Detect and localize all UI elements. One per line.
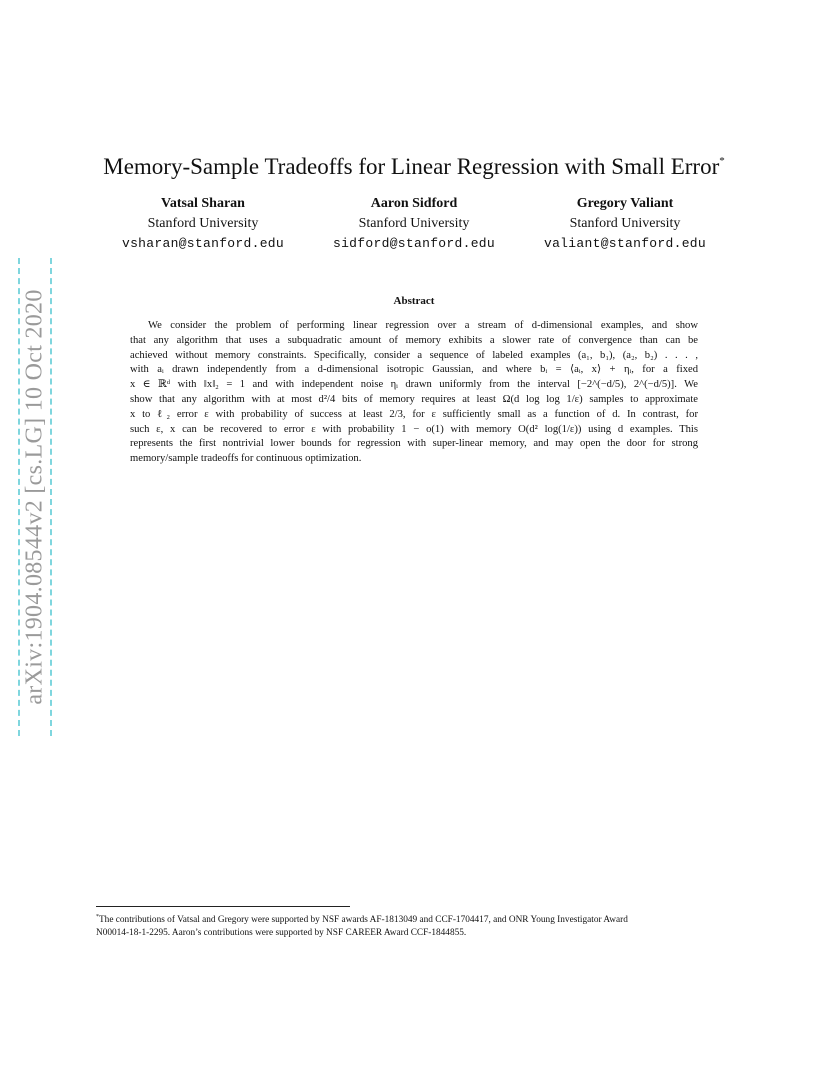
abstract-line: memory/sample tradeoffs for continuous optimization.	[130, 453, 362, 465]
paper-title	[60, 146, 768, 182]
footnote-text: The contributions of Vatsal and Gregory were supported by NSF awards AF-1813049 and CCF-1704417, and ONR Young Investigator Award	[99, 915, 628, 925]
abstract-line: We consider the problem of performing linear regression over a stream of d-dimensional examples, and show	[148, 320, 698, 331]
abstract-line: with aᵢ drawn independently from a d-dimensional isotropic Gaussian, and where bᵢ = ⟨aᵢ, x⟩ + ηᵢ, for a fixed	[130, 364, 698, 376]
abstract-line: represents the first nontrivial lower bounds for regression with super-linear memory, and may open the door for strong	[130, 438, 698, 450]
arxiv-stamp	[18, 258, 52, 736]
paper-title-text: Memory-Sample Tradeoffs for Linear Regression with Small Error	[103, 154, 720, 179]
abstract-line: show that any algorithm with at most d²/4 bits of memory requires at least Ω(d log log 1/ε) samples to approximate	[130, 393, 698, 405]
author-affiliation: Stanford University	[569, 216, 681, 231]
footnote-line	[96, 911, 732, 927]
abstract-body	[130, 319, 698, 467]
abstract-line: x ∈ ℝᵈ with ‖x‖₂ = 1 and with independent noise ηᵢ drawn uniformly from the interval [−2^(−d/5), 2^(−d/5)]. We	[130, 379, 698, 391]
author-name: Aaron Sidford	[370, 196, 458, 211]
abstract-line: such ε, x can be recovered to error ε with probability 1 − o(1) with memory O(d² log(1/ε)) using d examples. This	[130, 423, 698, 435]
abstract-line: achieved without memory constraints. Specifically, consider a sequence of labeled examples (a₁, b₁), (a₂, b₂) . . . ,	[130, 349, 698, 361]
author-affiliation: Stanford University	[358, 216, 470, 231]
abstract-line: that any algorithm that uses a subquadratic amount of memory exhibits a slower rate of convergence than can be	[130, 334, 698, 346]
author-block	[304, 194, 524, 254]
author-name: Vatsal Sharan	[161, 196, 245, 211]
footnote	[96, 911, 732, 940]
abstract-line: x to ℓ₂ error ε with probability of success at least 2/3, for ε sufficiently small as a function of d. In contrast, for	[130, 408, 698, 420]
author-name: Gregory Valiant	[576, 196, 674, 211]
footnote-divider	[96, 906, 350, 907]
footnote-line: N00014-18-1-2295. Aaron’s contributions were supported by NSF CAREER Award CCF-1844855.	[96, 928, 467, 938]
author-email: sidford@stanford.edu	[332, 236, 496, 251]
title-footnote-mark: *	[719, 155, 725, 167]
author-block	[515, 194, 735, 254]
author-email: valiant@stanford.edu	[543, 236, 707, 251]
abstract-heading: Abstract	[393, 295, 435, 307]
arxiv-identifier: arXiv:1904.08544v2 [cs.LG] 10 Oct 2020	[21, 289, 48, 705]
author-affiliation: Stanford University	[147, 216, 259, 231]
author-block	[93, 194, 313, 254]
author-email: vsharan@stanford.edu	[121, 236, 285, 251]
footnote-mark: *	[96, 914, 99, 920]
